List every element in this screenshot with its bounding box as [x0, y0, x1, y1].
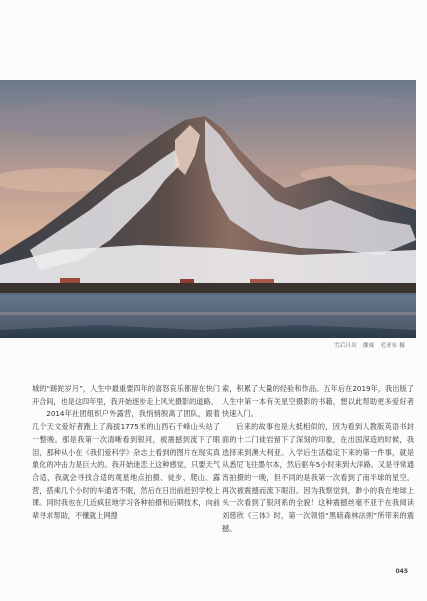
article-right-column	[222, 383, 414, 535]
right-paragraph-2: 后来的故事也是大抵相似的，因为看到人教版英语书封面的十二门徒岩留下了深刻的印象，在出国深造的时候，我选择来到澳大利亚。入学后生活稳定下来的第一件事，就是从悉尼飞往墨尔本，然后驱车5小时来到大洋路。又是寻常通宵拍摄的一晚，但不同的是我第一次看到了南半球的星空，再次被震撼而流下眼泪。因为我察觉到，渺小的我在地球上头一次看到了银河系的全貌！这种震撼丝毫不亚于在我阅读刘慈欣《三体》时，第一次领悟“黑暗森林法则”所带来的震撼。	[222, 422, 414, 533]
left-paragraph-2: 2014年社团组织户外露营，我悄悄脱离了团队，跟着几个天文爱好者跑上了海拔1775米的山西石千峰山头站了一整晚。那是我第一次清晰看到银河，被震撼到流下了眼泪，那种从小在《我们爱科学》杂志上看到的图片在现实真象化的冲击力是巨大的。我开始迷恋上这种感觉，只要天气合适，我就会寻找合适的观星地点拍摄、徒步、爬山、露营，搭乘几个小时的车通宵不眠，然后在日出前赶回学校上课。同时我也在几近疯狂地学习各种拍摄和后期技术，向前辈寻求帮助，不懂就上网搜	[32, 409, 220, 521]
left-paragraph-1: 城的“蹉跎岁月”，人生中最重要四年的喜怒哀乐都留在快门开合间，也是这四年里，我开始逐步走上风光摄影的道路。	[32, 384, 220, 406]
page-number: 045	[395, 568, 408, 575]
mountain-photo	[0, 80, 416, 338]
right-paragraph-1: 索，积累了大量的经验和作品。五年后在2019年，我出版了人生中第一本有关星空摄影的书籍，想以此帮助更多爱好者快速入门。	[222, 384, 414, 419]
caption-location: 挪威	[362, 343, 375, 349]
article-left-column	[32, 383, 220, 523]
mountain-photo-image	[0, 80, 416, 338]
caption-title: 雪后日出	[334, 343, 357, 349]
photo-caption	[330, 341, 405, 349]
caption-author: 毛亚东 摄	[380, 343, 405, 349]
